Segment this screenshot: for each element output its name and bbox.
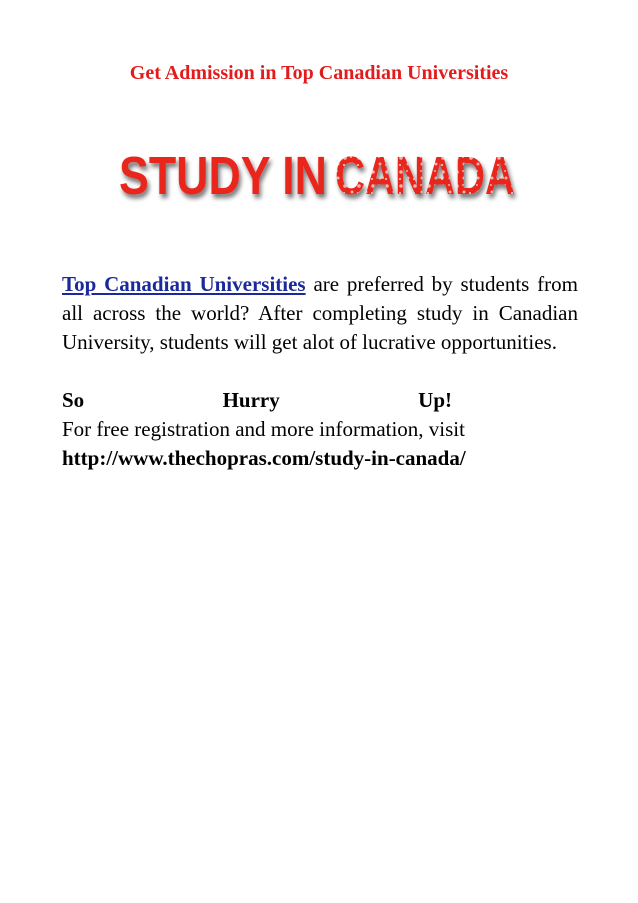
hurry-word-up: Up! (418, 388, 452, 412)
hurry-up-line (62, 386, 452, 415)
registration-text: For free registration and more information, visit (62, 417, 465, 441)
hurry-word-hurry: Hurry (222, 388, 280, 412)
page-title: Get Admission in Top Canadian Universities (129, 62, 509, 84)
body-content (62, 270, 578, 473)
banner-graphic (117, 140, 521, 212)
banner-text-canada: CANADA (335, 146, 515, 206)
study-in-canada-banner (117, 140, 521, 212)
banner-text-study-in: STUDY IN (119, 146, 327, 206)
top-canadian-universities-link[interactable]: Top Canadian Universities (62, 272, 306, 296)
intro-paragraph-text: are preferred by students from all across the world? After completing study in Canadian University, students will get alot of lucrative opportunities. (62, 272, 578, 354)
website-url[interactable]: http://www.thechopras.com/study-in-canada/ (62, 446, 466, 470)
intro-paragraph (62, 270, 578, 357)
hurry-word-so: So (62, 388, 85, 412)
